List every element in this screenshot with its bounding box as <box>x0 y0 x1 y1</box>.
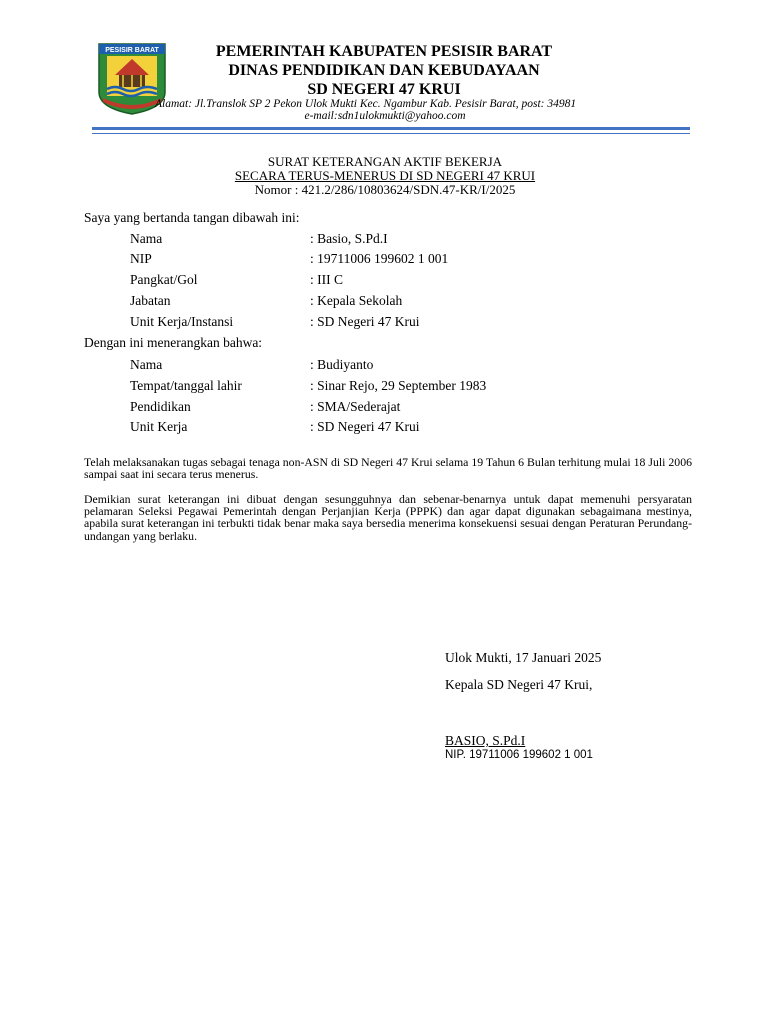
letterhead-divider-thin <box>92 133 690 134</box>
service-statement-paragraph: Telah melaksanakan tugas sebagai tenaga non-ASN di SD Negeri 47 Krui selama 19 Tahun 6 Bulan terhitung mulai 18 Juli 2006 sampai saat ini secara terus menerus. <box>84 455 692 482</box>
signature-nip: NIP. 19711006 199602 1 001 <box>445 749 593 761</box>
signature-place-date: Ulok Mukti, 17 Januari 2025 <box>445 650 602 665</box>
letterhead-agency: DINAS PENDIDIKAN DAN KEBUDAYAAN <box>228 62 540 79</box>
signer-name-value: : Basio, S.Pd.I <box>310 231 388 246</box>
letterhead-school: SD NEGERI 47 KRUI <box>307 81 461 98</box>
signer-intro: Saya yang bertanda tangan dibawah ini: <box>84 210 300 225</box>
letter-title: SURAT KETERANGAN AKTIF BEKERJA <box>267 154 503 169</box>
subject-name-value: : Budiyanto <box>310 357 374 372</box>
subject-name-label: Nama <box>130 357 163 372</box>
signer-nip-value: : 19711006 199602 1 001 <box>310 251 449 266</box>
subject-education-value: : SMA/Sederajat <box>310 399 401 414</box>
signer-position-label: Jabatan <box>130 293 171 308</box>
signer-nip-label: NIP <box>130 251 152 266</box>
closing-paragraph: Demikian surat keterangan ini dibuat dengan sesungguhnya dan sebenar-benarnya untuk dapat memenuhi persyaratan pelamaran Seleksi Pegawai Pemerintah dengan Perjanjian Kerja (PPPK) dan agar dapat digunakan sebagaimana mestinya, apabila surat keterangan ini terbukti tidak benar maka saya bersedia menerima konsekuensi sesuai dengan Peraturan Perundang-undangan yang berlaku. <box>84 492 692 543</box>
subject-education-label: Pendidikan <box>130 399 191 414</box>
letterhead-address: Alamat: Jl.Translok SP 2 Pekon Ulok Mukti Kec. Ngambur Kab. Pesisir Barat, post: 34981 <box>155 98 577 110</box>
subject-unit-value: : SD Negeri 47 Krui <box>310 419 420 434</box>
signer-rank-label: Pangkat/Gol <box>130 272 198 287</box>
signer-name-label: Nama <box>130 231 163 246</box>
letterhead-divider-thick <box>92 127 690 130</box>
letterhead-government: PEMERINTAH KABUPATEN PESISIR BARAT <box>215 43 553 60</box>
letter-subtitle-text: SECARA TERUS-MENERUS DI SD NEGERI 47 KRUI <box>234 168 536 183</box>
signer-unit-label: Unit Kerja/Instansi <box>130 314 234 329</box>
letterhead-email: e-mail:sdn1ulokmukti@yahoo.com <box>304 110 466 122</box>
letter-subtitle <box>0 168 768 183</box>
signature-name: BASIO, S.Pd.I <box>445 733 526 748</box>
signer-position-value: : Kepala Sekolah <box>310 293 403 308</box>
letter-number: Nomor : 421.2/286/10803624/SDN.47-KR/I/2025 <box>254 182 516 197</box>
signer-unit-value: : SD Negeri 47 Krui <box>310 314 420 329</box>
subject-birth-label: Tempat/tanggal lahir <box>130 378 242 393</box>
subject-birth-value: : Sinar Rejo, 29 September 1983 <box>310 378 487 393</box>
subject-unit-label: Unit Kerja <box>130 419 188 434</box>
signature-position: Kepala SD Negeri 47 Krui, <box>445 677 593 692</box>
signer-rank-value: : III C <box>310 272 343 287</box>
emblem-text: PESISIR BARAT <box>105 47 159 54</box>
subject-intro: Dengan ini menerangkan bahwa: <box>84 335 263 350</box>
